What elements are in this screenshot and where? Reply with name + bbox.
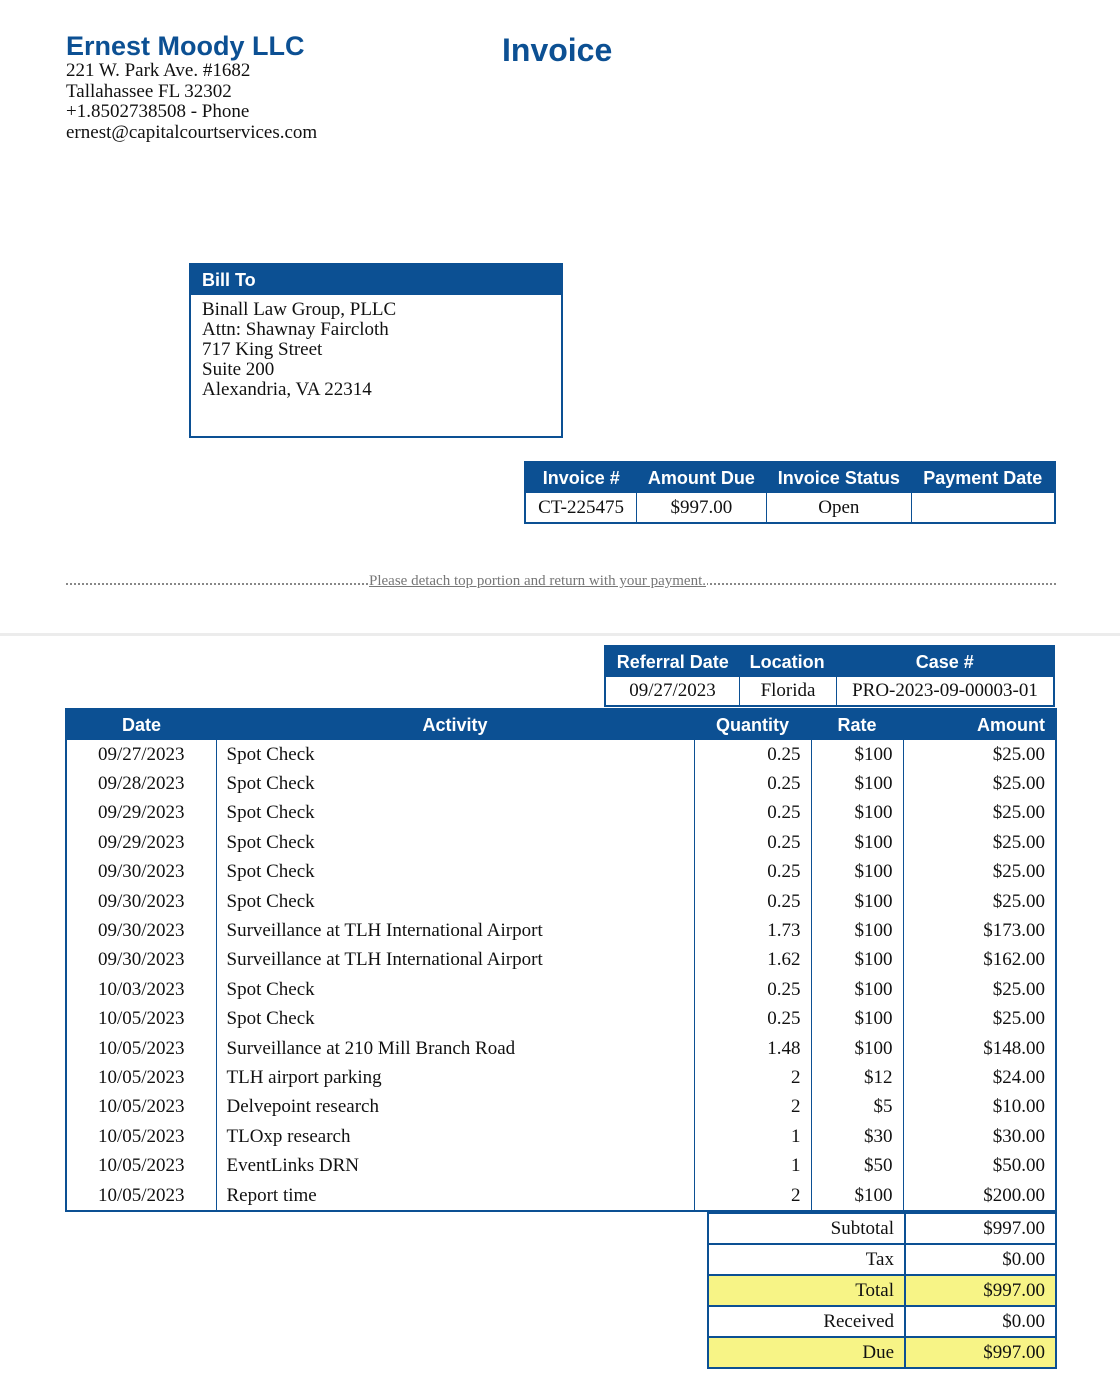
header-activity: Activity [422,714,488,735]
row-activity: Spot Check [216,858,694,887]
bill-to-line: Suite 200 [202,359,275,380]
totals-row [708,1337,1056,1368]
row-date: 09/30/2023 [66,916,216,945]
row-quantity: 1.62 [694,946,811,975]
totals-label: Tax [708,1244,905,1275]
row-date: 10/05/2023 [66,1063,216,1092]
totals-row [708,1306,1056,1337]
referral-table [604,645,1055,707]
row-date: 10/05/2023 [66,1181,216,1211]
row-date: 10/05/2023 [66,1093,216,1122]
header-date: Date [121,714,161,735]
totals-value: $997.00 [905,1275,1056,1306]
row-amount: $24.00 [992,1066,1045,1088]
page-title: Invoice [502,32,613,68]
row-date: 09/30/2023 [66,858,216,887]
company-info [66,31,317,143]
company-phone: +1.8502738508 - Phone [66,101,250,122]
row-date: 09/30/2023 [66,946,216,975]
row-activity: Spot Check [216,975,694,1004]
row-amount: $162.00 [983,949,1045,971]
table-row [66,887,1056,916]
page-divider [0,633,1120,636]
row-date: 10/05/2023 [66,1034,216,1063]
row-activity: Spot Check [216,887,694,916]
row-quantity: 0.25 [694,769,811,798]
row-rate: $100 [811,1181,903,1211]
header-invoice-number: Invoice # [542,467,620,488]
company-name: Ernest Moody LLC [66,31,305,61]
row-activity: Spot Check [216,799,694,828]
row-amount: $25.00 [992,890,1045,912]
row-date: 10/05/2023 [66,1151,216,1180]
row-amount: $50.00 [992,1155,1045,1177]
row-activity: Report time [216,1181,694,1211]
table-row [66,769,1056,798]
row-rate: $100 [811,975,903,1004]
row-rate: $100 [811,769,903,798]
row-date: 09/27/2023 [66,740,216,769]
totals-value: $997.00 [905,1213,1056,1244]
company-email: ernest@capitalcourtservices.com [66,121,318,143]
table-row [66,916,1056,945]
row-activity: Delvepoint research [216,1093,694,1122]
row-amount: $25.00 [992,861,1045,883]
row-date: 10/03/2023 [66,975,216,1004]
row-rate: $100 [811,828,903,857]
totals-row [708,1275,1056,1306]
row-quantity: 1 [694,1151,811,1180]
header-invoice-status: Invoice Status [777,467,900,488]
table-row [66,946,1056,975]
totals-value: $0.00 [905,1306,1056,1337]
table-row [66,799,1056,828]
row-amount: $25.00 [992,978,1045,1000]
row-activity: Surveillance at TLH International Airport [216,916,694,945]
invoice-status: Open [766,493,911,523]
table-row [66,975,1056,1004]
bill-to-line: Attn: Shawnay Faircloth [202,319,389,340]
row-rate: $12 [811,1063,903,1092]
table-row [66,1181,1056,1211]
row-activity: TLH airport parking [216,1063,694,1092]
amount-due: $997.00 [637,493,767,523]
table-row [66,1122,1056,1151]
row-quantity: 0.25 [694,858,811,887]
totals-table [707,1212,1057,1369]
invoice-summary-table [524,461,1056,524]
totals-value: $0.00 [905,1244,1056,1275]
row-date: 09/28/2023 [66,769,216,798]
totals-label: Due [708,1337,905,1368]
row-rate: $5 [811,1093,903,1122]
totals-row [708,1244,1056,1275]
row-amount: $25.00 [992,773,1045,795]
table-row [66,740,1056,769]
row-quantity: 0.25 [694,887,811,916]
header-rate: Rate [837,714,877,735]
row-amount: $25.00 [992,743,1045,765]
table-row [66,1063,1056,1092]
row-activity: Spot Check [216,1005,694,1034]
row-rate: $100 [811,740,903,769]
table-row [66,828,1056,857]
payment-date [912,493,1056,523]
totals-row [708,1213,1056,1244]
row-quantity: 0.25 [694,740,811,769]
bill-to-address [191,295,561,400]
table-row [66,858,1056,887]
row-amount: $30.00 [992,1125,1045,1147]
header-quantity: Quantity [715,714,789,735]
row-rate: $100 [811,1005,903,1034]
row-quantity: 1.73 [694,916,811,945]
totals-label: Subtotal [708,1213,905,1244]
row-activity: Spot Check [216,828,694,857]
row-rate: $50 [811,1151,903,1180]
bill-to-line: Alexandria, VA 22314 [202,379,372,400]
activity-rows [66,740,1056,1211]
row-rate: $100 [811,946,903,975]
row-quantity: 0.25 [694,828,811,857]
row-date: 10/05/2023 [66,1005,216,1034]
bill-to-line: Binall Law Group, PLLC [202,299,397,320]
row-quantity: 1.48 [694,1034,811,1063]
row-amount: $25.00 [992,1008,1045,1030]
row-date: 09/29/2023 [66,799,216,828]
totals-rows [708,1213,1056,1368]
row-rate: $100 [811,887,903,916]
invoice-number: CT-225475 [538,496,624,518]
row-quantity: 0.25 [694,975,811,1004]
row-activity: Spot Check [216,769,694,798]
row-date: 10/05/2023 [66,1122,216,1151]
header-amount: Amount [977,714,1045,735]
header-location: Location [749,651,825,672]
company-address-line2: Tallahassee FL 32302 [66,80,232,102]
table-row [66,1093,1056,1122]
row-activity: EventLinks DRN [216,1151,694,1180]
bill-to-line: 717 King Street [202,339,323,360]
row-amount: $10.00 [992,1096,1045,1118]
row-activity: TLOxp research [216,1122,694,1151]
row-activity: Surveillance at 210 Mill Branch Road [216,1034,694,1063]
row-amount: $25.00 [992,802,1045,824]
bill-to-box [189,263,563,438]
location: Florida [740,677,837,706]
referral-date: 09/27/2023 [629,680,716,701]
bill-to-heading: Bill To [191,265,561,295]
row-quantity: 2 [694,1063,811,1092]
row-amount: $200.00 [983,1184,1045,1206]
table-row [66,1151,1056,1180]
case-number: PRO-2023-09-00003-01 [836,677,1054,706]
row-rate: $100 [811,858,903,887]
row-quantity: 0.25 [694,799,811,828]
row-rate: $100 [811,799,903,828]
row-amount: $173.00 [983,920,1045,942]
row-activity: Surveillance at TLH International Airport [216,946,694,975]
totals-value: $997.00 [905,1337,1056,1368]
row-quantity: 2 [694,1093,811,1122]
totals-label: Received [708,1306,905,1337]
row-amount: $25.00 [992,831,1045,853]
table-row [66,1005,1056,1034]
header-amount-due: Amount Due [647,467,755,488]
detach-instructions: Please detach top portion and return with your payment. [369,573,706,589]
row-date: 09/29/2023 [66,828,216,857]
row-rate: $100 [811,916,903,945]
table-row [66,1034,1056,1063]
company-address-line1: 221 W. Park Ave. #1682 [66,60,251,81]
header-case-number: Case # [915,651,974,672]
activity-table [65,708,1057,1212]
row-date: 09/30/2023 [66,887,216,916]
row-quantity: 0.25 [694,1005,811,1034]
row-amount: $148.00 [983,1037,1045,1059]
header-payment-date: Payment Date [923,467,1043,488]
header-referral-date: Referral Date [616,651,729,672]
row-rate: $100 [811,1034,903,1063]
row-quantity: 2 [694,1181,811,1211]
row-rate: $30 [811,1122,903,1151]
totals-label: Total [708,1275,905,1306]
row-quantity: 1 [694,1122,811,1151]
row-activity: Spot Check [216,740,694,769]
